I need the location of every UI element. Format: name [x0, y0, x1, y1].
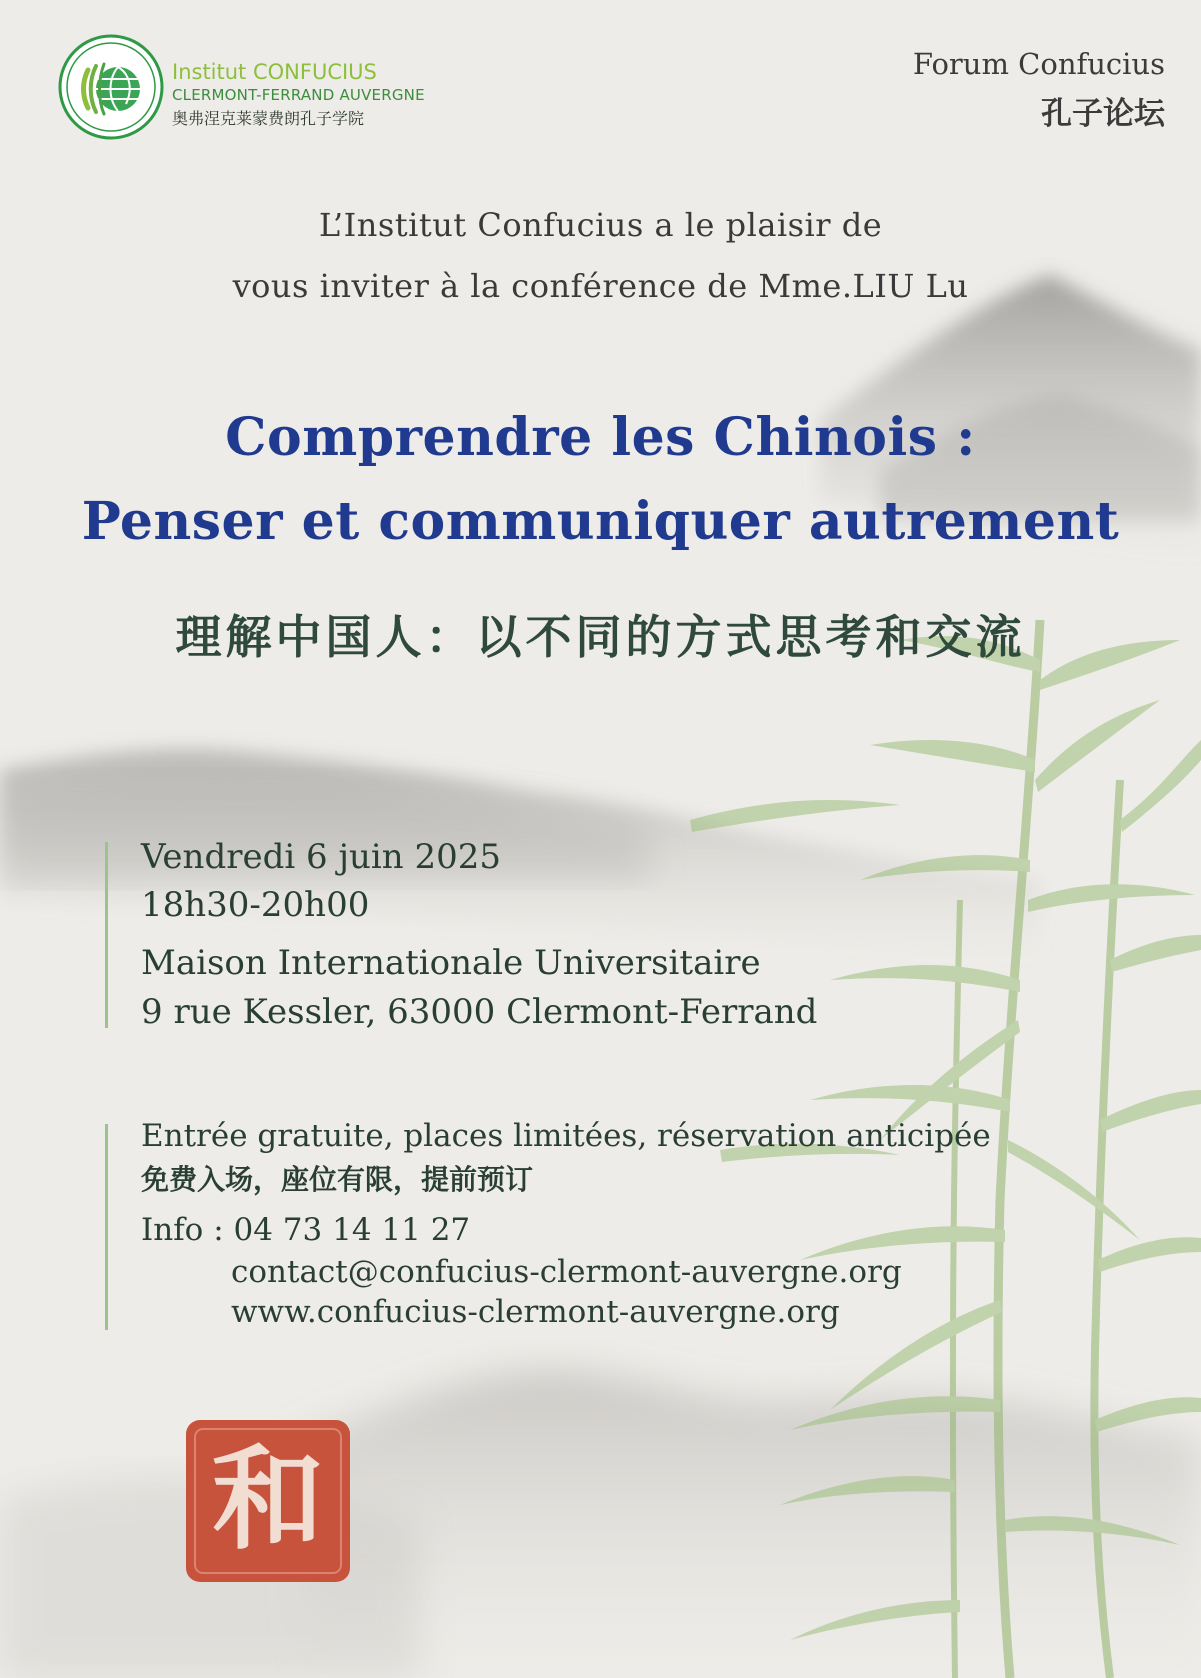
logo-region-name: CLERMONT-FERRAND AUVERGNE — [172, 86, 425, 104]
entry-info-fr: Entrée gratuite, places limitées, réservation anticipée — [141, 1118, 991, 1154]
logo-institute-name: Institut CONFUCIUS — [172, 60, 377, 84]
invitation-line-2: vous inviter à la conférence de Mme.LIU Lu — [232, 267, 969, 305]
event-address: 9 rue Kessler, 63000 Clermont-Ferrand — [141, 992, 818, 1032]
entry-info-zh: 免费入场，座位有限，提前预订 — [141, 1163, 534, 1196]
event-time: 18h30-20h00 — [141, 885, 370, 925]
confucius-institute-emblem-icon — [58, 34, 164, 140]
logo-chinese-name: 奥弗涅克莱蒙费朗孔子学院 — [172, 109, 365, 128]
seal-character: 和 — [212, 1435, 324, 1565]
contact-email-link[interactable]: contact@confucius-clermont-auvergne.org — [231, 1254, 902, 1290]
forum-title-zh: 孔子论坛 — [1041, 96, 1165, 132]
conference-title-zh: 理解中国人：以不同的方式思考和交流 — [175, 610, 1026, 664]
event-details-divider — [105, 842, 108, 1028]
invitation-line-1: L’Institut Confucius a le plaisir de — [318, 206, 883, 244]
event-date: Vendredi 6 juin 2025 — [141, 837, 502, 877]
institute-logo — [58, 34, 468, 144]
red-seal-stamp — [183, 1417, 353, 1585]
forum-title-fr: Forum Confucius — [912, 47, 1165, 81]
conference-title-fr-line-2: Penser et communiquer autrement — [81, 491, 1120, 552]
conference-title-fr-line-1: Comprendre les Chinois : — [225, 407, 976, 468]
info-divider — [105, 1124, 108, 1330]
info-phone: Info : 04 73 14 11 27 — [141, 1212, 471, 1248]
website-link[interactable]: www.confucius-clermont-auvergne.org — [231, 1294, 840, 1330]
event-venue: Maison Internationale Universitaire — [141, 943, 761, 983]
